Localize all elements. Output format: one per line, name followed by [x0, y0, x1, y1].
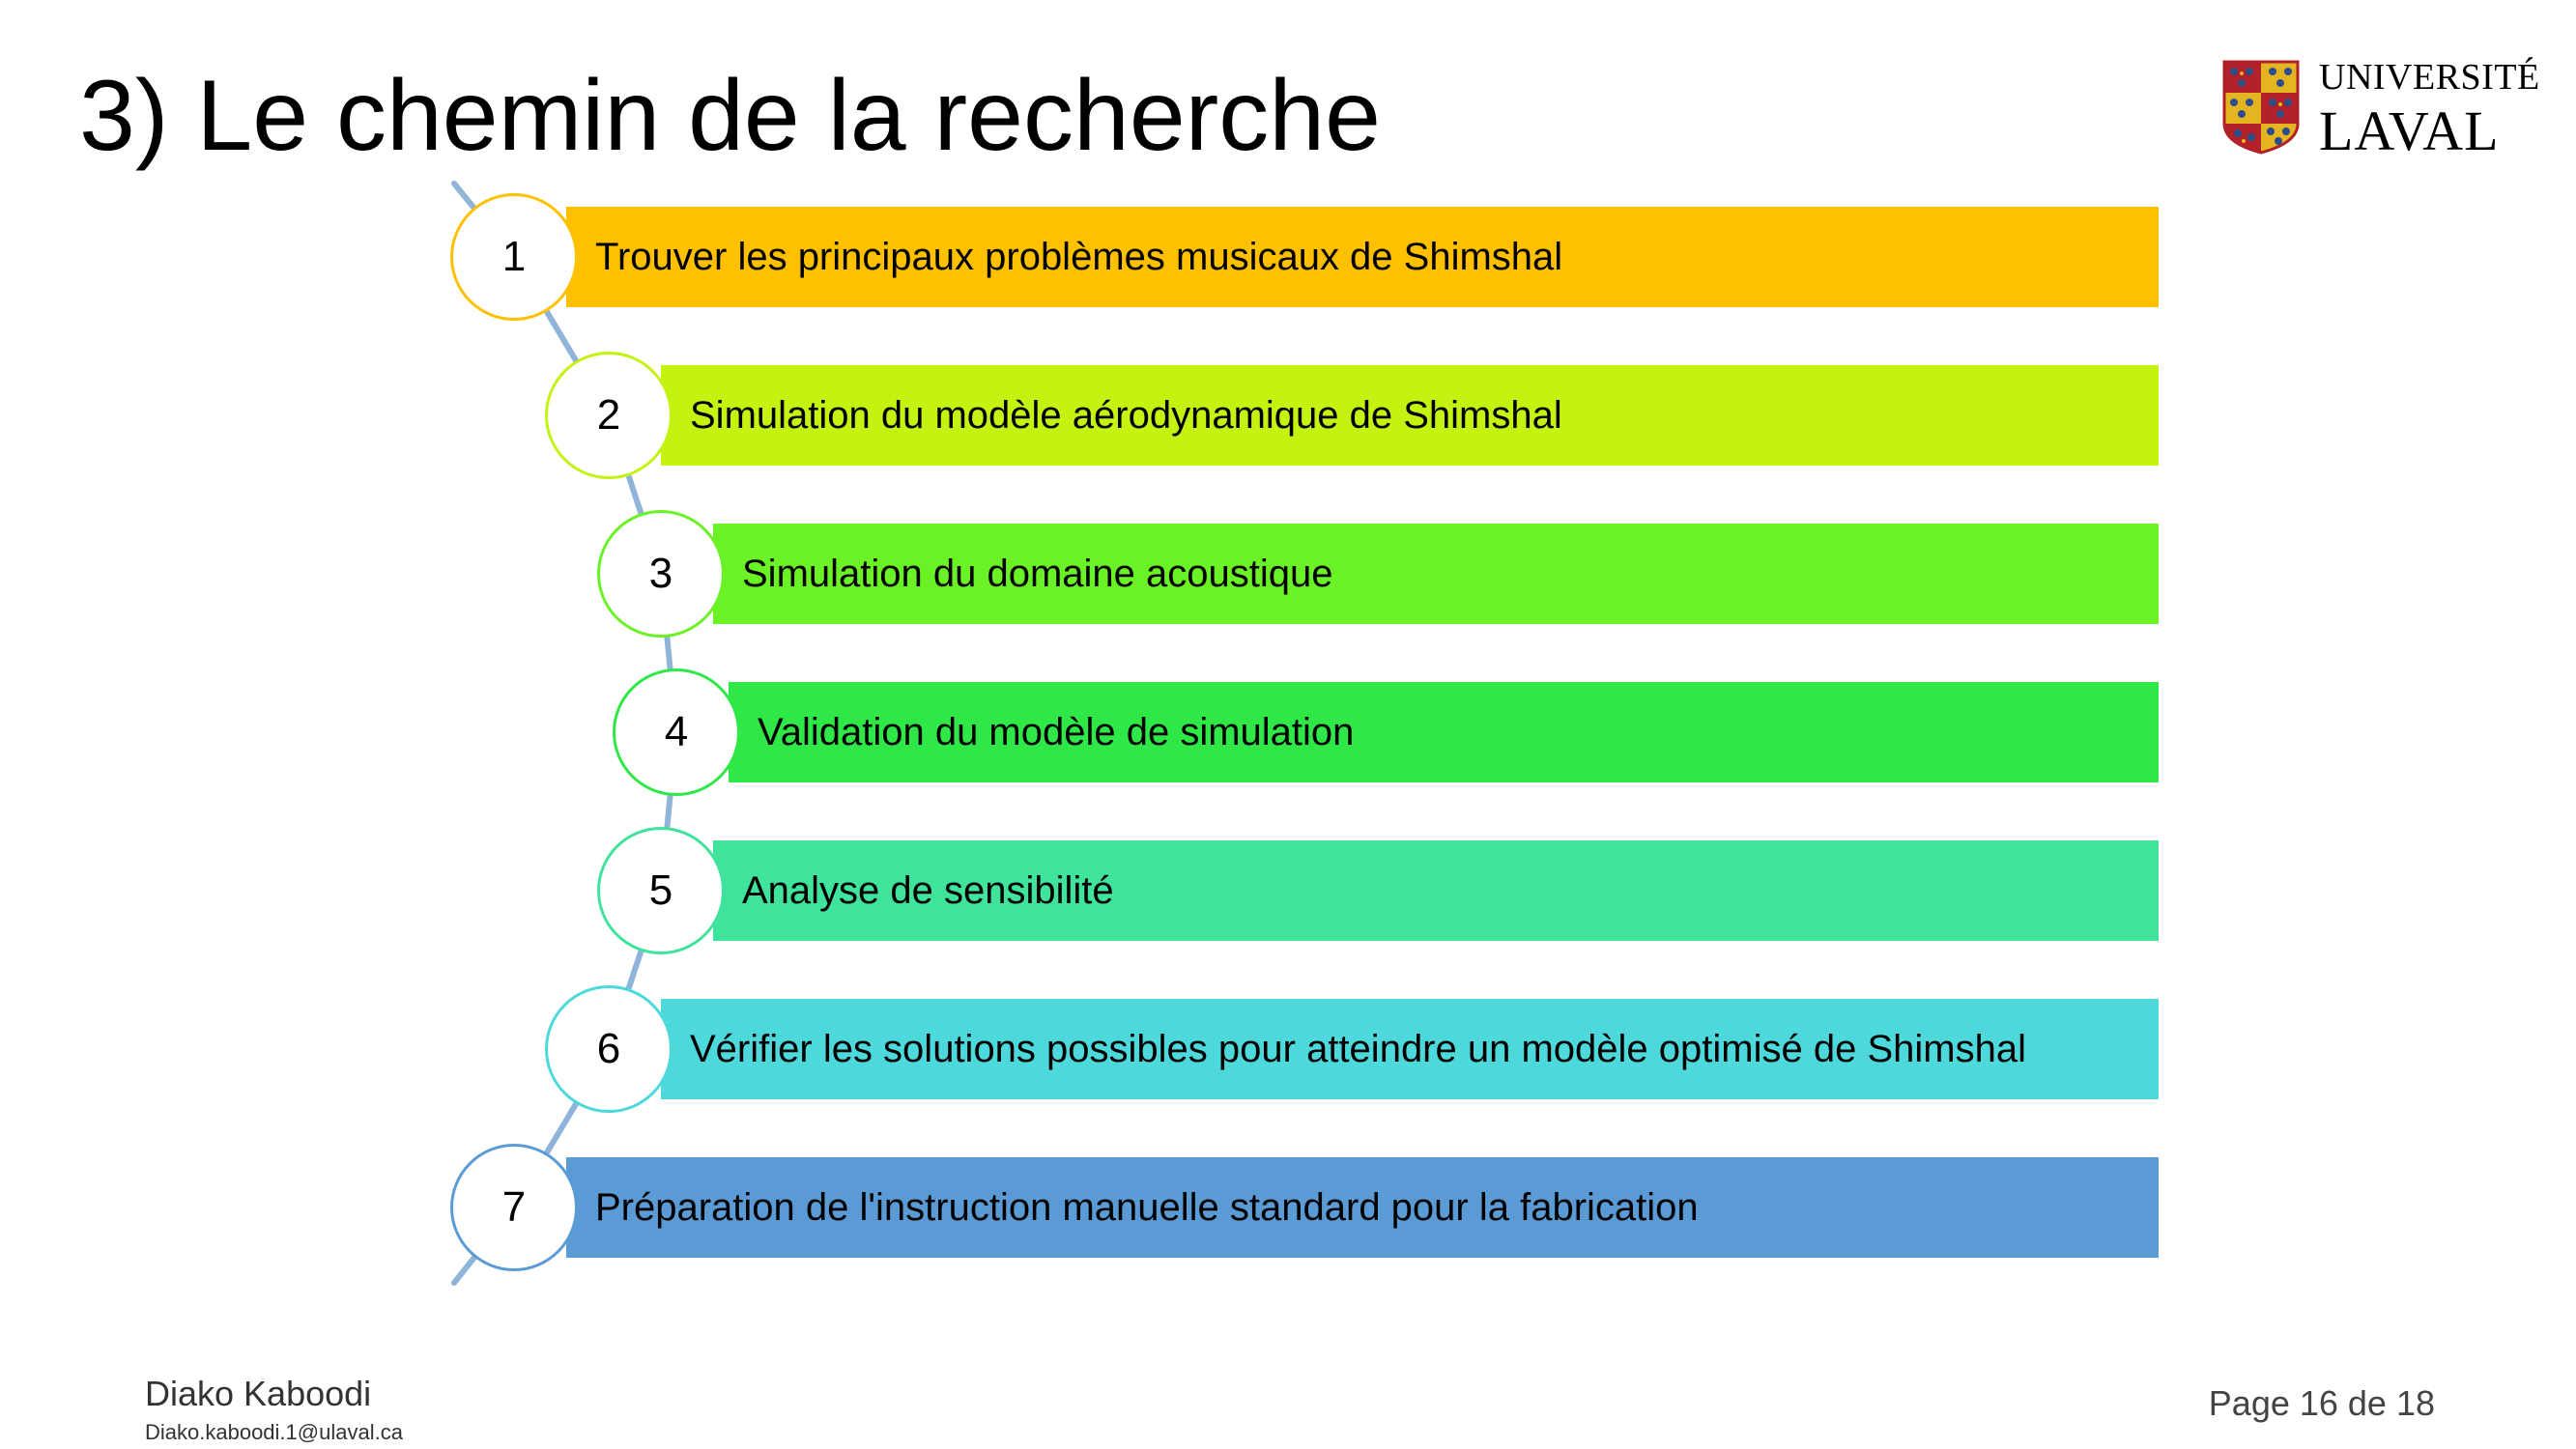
step-number-circle — [613, 668, 740, 796]
step-label: Trouver les principaux problèmes musicaux de Shimshal — [595, 236, 1563, 278]
footer-email: Diako.kaboodi.1@ulaval.ca — [145, 1420, 403, 1444]
step-number-circle — [597, 827, 725, 954]
step-number: 6 — [596, 1025, 621, 1072]
step-label: Validation du modèle de simulation — [758, 711, 1355, 753]
step-bar — [566, 207, 2159, 307]
step-number: 1 — [501, 233, 527, 280]
step-bar — [661, 999, 2159, 1099]
step-label: Préparation de l'instruction manuelle standard pour la fabrication — [595, 1186, 1699, 1229]
step-label: Analyse de sensibilité — [742, 869, 1114, 912]
page-number: Page 16 de 18 — [2208, 1383, 2435, 1423]
step-number-circle — [545, 985, 673, 1113]
logo-text-laval: LAVAL — [2319, 99, 2500, 162]
step-number: 4 — [664, 708, 689, 755]
step-bar — [713, 524, 2159, 624]
step-number-circle — [450, 1144, 578, 1271]
slide-title: 3) Le chemin de la recherche — [79, 60, 1381, 172]
step-number: 7 — [501, 1183, 527, 1231]
step-bar — [729, 682, 2159, 782]
step-label: Simulation du modèle aérodynamique de Shimshal — [690, 394, 1562, 437]
step-bar — [661, 365, 2159, 466]
step-label: Simulation du domaine acoustique — [742, 553, 1333, 595]
step-label: Vérifier les solutions possibles pour atteindre un modèle optimisé de Shimshal — [690, 1028, 2026, 1070]
step-number-circle — [450, 193, 578, 321]
step-number: 3 — [648, 550, 673, 597]
footer-author: Diako Kaboodi — [145, 1374, 372, 1413]
step-bar — [566, 1157, 2159, 1258]
step-number-circle — [597, 510, 725, 638]
step-bar — [713, 840, 2159, 941]
step-number-circle — [545, 352, 673, 479]
logo-text-universite: UNIVERSITÉ — [2319, 57, 2540, 98]
step-number: 2 — [596, 391, 621, 439]
step-number: 5 — [648, 867, 673, 914]
